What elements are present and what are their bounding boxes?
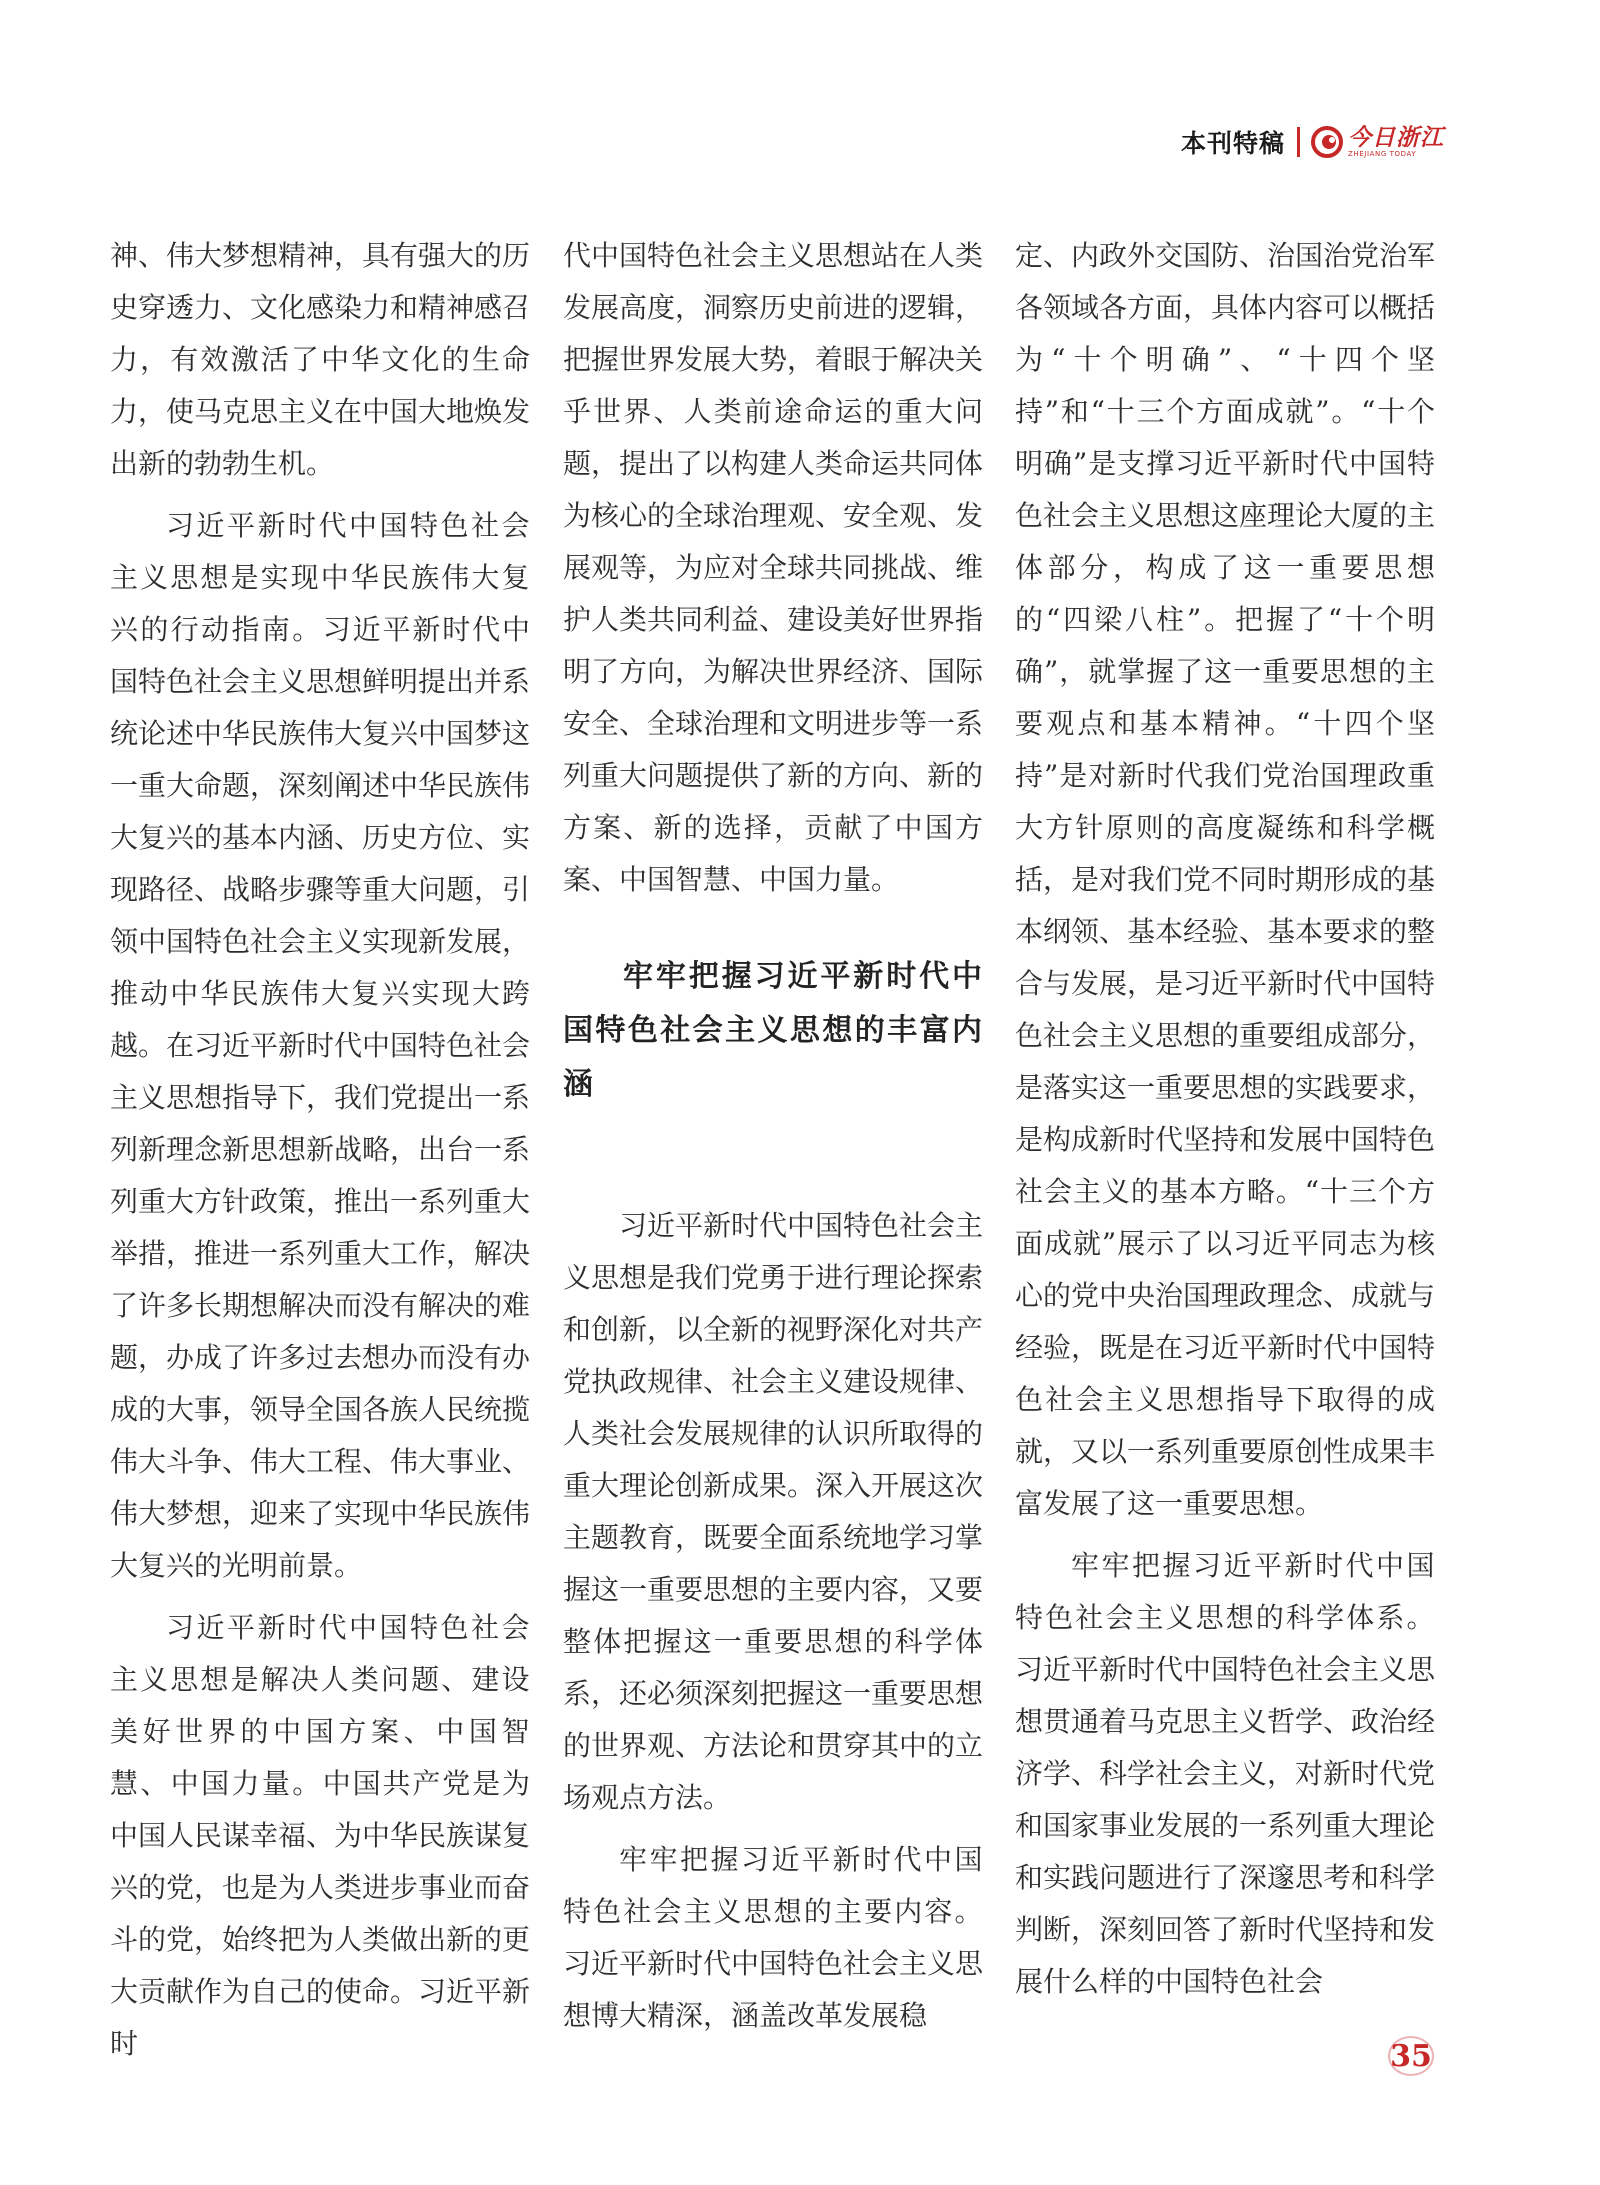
paragraph-body: 中国共产党是为中国人民谋幸福、为中华民族谋复兴的党，也是为人类进步事业而奋斗的党，始终把为人类做出新的更大贡献作为自己的使命。习近平新时 bbox=[110, 1767, 531, 2060]
logo-en-text: ZHEJIANG TODAY bbox=[1348, 150, 1417, 158]
swirl-logo-icon bbox=[1310, 125, 1344, 159]
magazine-logo bbox=[1310, 125, 1444, 159]
paragraph-body: 习近平新时代中国特色社会主义思想鲜明提出并系统论述中华民族伟大复兴中国梦这一重大命题，深刻阐述中华民族伟大复兴的基本内涵、历史方位、实现路径、战略步骤等重大问题，引领中国特色社会主义实现新发展，推动中华民族伟大复兴实现大跨越。在习近平新时代中国特色社会主义思想指导下，我们党提出一系列新理念新思想新战略，出台一系列重大方针政策，推出一系列重大举措，推进一系列重大工作，解决了许多长期想解决而没有解决的难题，办成了许多过去想办而没有办成的大事，领导全国各族人民统揽伟大斗争、伟大工程、伟大事业、伟大梦想，迎来了实现中华民族伟大复兴的光明前景。 bbox=[110, 613, 531, 1582]
header-divider bbox=[1297, 127, 1300, 157]
page-number: 35 bbox=[1388, 2036, 1434, 2076]
section-heading: 牢牢把握习近平新时代中国特色社会主义思想的丰富内涵 bbox=[563, 959, 983, 1102]
logo-cn-text: 今日浙江 bbox=[1348, 124, 1444, 151]
text-column-3 bbox=[1015, 230, 1435, 2018]
text-column-1 bbox=[110, 230, 530, 2080]
paragraph bbox=[1015, 1540, 1435, 2008]
paragraph: 习近平新时代中国特色社会主义思想是我们党勇于进行理论探索和创新，以全新的视野深化对共产党执政规律、社会主义建设规律、人类社会发展规律的认识所取得的重大理论创新成果。深入开展这次主题教育，既要全面系统地学习掌握这一重要思想的主要内容，又要整体把握这一重要思想的科学体系，还必须深刻把握这一重要思想的世界观、方法论和贯穿其中的立场观点方法。 bbox=[563, 1209, 984, 1814]
paragraph-lead: 习近平新时代中国特色社会主义思想是解决人类问题、建设美好世界的中国方案、中国智慧、中国力量。 bbox=[110, 1611, 530, 1800]
paragraph-lead: 牢牢把握习近平新时代中国特色社会主义思想的主要内容。 bbox=[563, 1843, 983, 1928]
paragraph bbox=[563, 1834, 983, 2042]
text-column-2 bbox=[563, 230, 983, 2052]
page-header bbox=[1181, 120, 1444, 164]
paragraph: 定、内政外交国防、治国治党治军各领域各方面，具体内容可以概括为“十个明确”、“十四个坚持”和“十三个方面成就”。“十个明确”是支撑习近平新时代中国特色社会主义思想这座理论大厦的主体部分，构成了这一重要思想的“四梁八柱”。把握了“十个明确”，就掌握了这一重要思想的主要观点和基本精神。“十四个坚持”是对新时代我们党治国理政重大方针原则的高度凝练和科学概括，是对我们党不同时期形成的基本纲领、基本经验、基本要求的整合与发展，是习近平新时代中国特色社会主义思想的重要组成部分，是落实这一重要思想的实践要求，是构成新时代坚持和发展中国特色社会主义的基本方略。“十三个方面成就”展示了以习近平同志为核心的党中央治国理政理念、成就与经验，既是在习近平新时代中国特色社会主义思想指导下取得的成就，又以一系列重要原创性成果丰富发展了这一重要思想。 bbox=[1015, 239, 1436, 1520]
paragraph bbox=[110, 1602, 530, 2070]
paragraph-body: 习近平新时代中国特色社会主义思想博大精深，涵盖改革发展稳 bbox=[563, 1947, 984, 2032]
paragraph: 神、伟大梦想精神，具有强大的历史穿透力、文化感染力和精神感召力，有效激活了中华文化的生命力，使马克思主义在中国大地焕发出新的勃勃生机。 bbox=[110, 239, 531, 480]
paragraph-lead: 牢牢把握习近平新时代中国特色社会主义思想的科学体系。 bbox=[1015, 1549, 1435, 1634]
paragraph-lead: 习近平新时代中国特色社会主义思想是实现中华民族伟大复兴的行动指南。 bbox=[110, 509, 530, 646]
paragraph: 代中国特色社会主义思想站在人类发展高度，洞察历史前进的逻辑，把握世界发展大势，着眼于解决关乎世界、人类前途命运的重大问题，提出了以构建人类命运共同体为核心的全球治理观、安全观、发展观等，为应对全球共同挑战、维护人类共同利益、建设美好世界指明了方向，为解决世界经济、国际安全、全球治理和文明进步等一系列重大问题提供了新的方向、新的方案、新的选择，贡献了中国方案、中国智慧、中国力量。 bbox=[563, 239, 984, 896]
paragraph-body: 习近平新时代中国特色社会主义思想贯通着马克思主义哲学、政治经济学、科学社会主义，对新时代党和国家事业发展的一系列重大理论和实践问题进行了深邃思考和科学判断，深刻回答了新时代坚持和发展什么样的中国特色社会 bbox=[1015, 1653, 1436, 1998]
paragraph bbox=[110, 500, 530, 1592]
section-label: 本刊特稿 bbox=[1180, 129, 1285, 158]
